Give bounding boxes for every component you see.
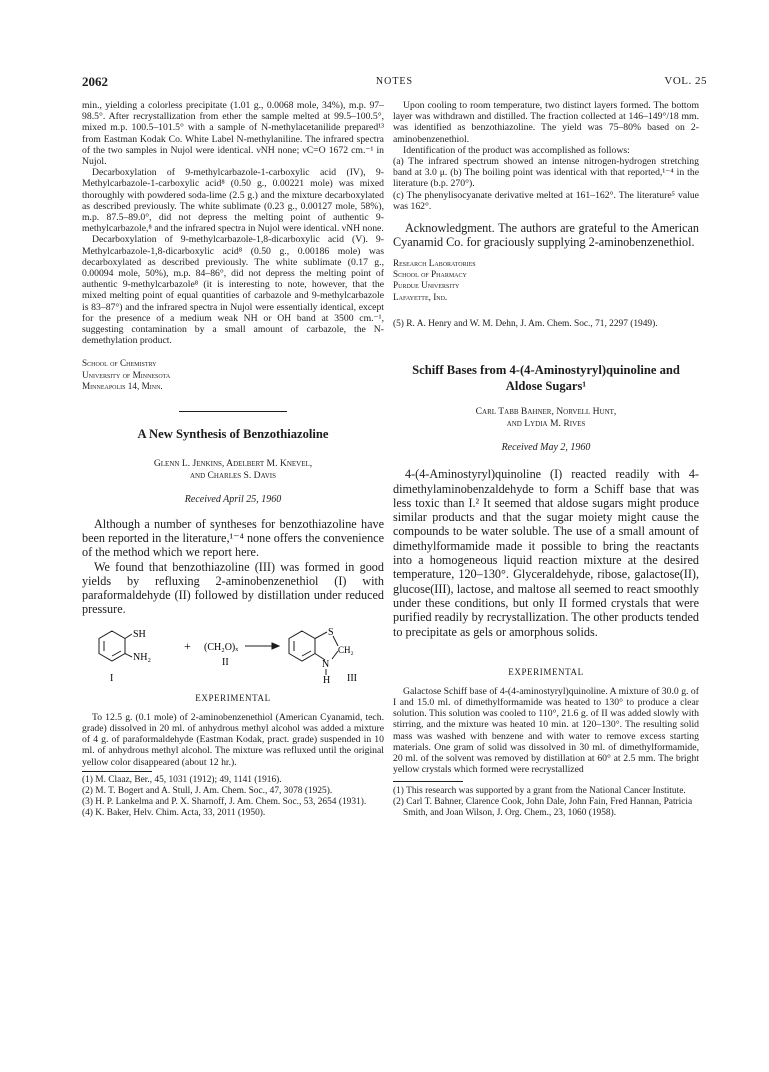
volume-number: VOL. 25 (664, 75, 707, 87)
plus-sign: + (184, 638, 191, 653)
address-line: Research Laboratories (393, 257, 476, 268)
compound-label-ii: II (222, 656, 229, 668)
address-line: University of Minnesota (82, 369, 171, 380)
address-line: Lafayette, Ind. (393, 291, 448, 302)
right-column (393, 100, 699, 819)
footnote: (1) This research was supported by a grant from the National Cancer Institute. (393, 786, 686, 797)
experimental-paragraph: Galactose Schiff base of 4-(4-aminostyryl)quinoline. A mixture of 30.0 g. of I and 15.0 ml. of dimethylformamide was heated to 130° to produce a clear solution. This solution was cooled to 110°, 21.6 g. of II was added slowly with stirring, and the mixture was heated 10 min. at 120–130°. The resulting solid mass was washed with benzene and with water to remove excess starting materials. One gram of solid was dissolved in 30 ml. of dimethylformamide, 20 ml. of the solvent was removed by distillation at 60° at 2.5 mm. The bright yellow crystals which formed were recrystallized (393, 685, 699, 776)
reaction-scheme (82, 623, 384, 685)
experimental-heading: EXPERIMENTAL (508, 666, 584, 677)
address-line: School of Chemistry (82, 358, 157, 369)
footnote: (3) H. P. Lankelma and P. X. Sharnoff, J. Am. Chem. Soc., 53, 2654 (1931). (82, 796, 367, 807)
identification-item: (a) The infrared spectrum showed an intense nitrogen-hydrogen stretching band at 3.0 μ. (b) The boiling point was identical with that reported,¹⁻⁴ in the literature (b.p. 270°). (393, 156, 699, 190)
body-paragraph: Although a number of syntheses for benzothiazoline have been reported in the literature,¹⁻⁴ none offers the convenience of the method which we report here. (82, 516, 384, 560)
compound-label-iii: III (347, 672, 357, 684)
footnote: (2) Carl T. Bahner, Clarence Cook, John Dale, John Fain, Fred Hannan, Patricia Smith, and Joan Wilson, J. Org. Chem., 23, 1060 (1958). (393, 797, 693, 819)
ch2-group-label: CH₂ (338, 644, 354, 655)
reaction-scheme-graphic (82, 623, 384, 685)
address-line: School of Pharmacy (393, 269, 467, 280)
author-line: and Charles S. Davis (189, 469, 277, 481)
sulfur-atom-label: S (328, 626, 334, 638)
section-name: NOTES (375, 76, 414, 87)
experimental-paragraph: To 12.5 g. (0.1 mole) of 2-aminobenzenethiol (American Cyanamid, tech. grade) dissolved in 20 ml. of anhydrous methyl alcohol was added a mixture of 4 g. of paraformaldehyde (Eastman Kodak, pract. grade) suspended in 10 ml. of anhydrous methyl alcohol. The mixture was refluxed until the original yellow color disappeared (about 12 hr.). (82, 711, 384, 768)
author-line: and Lydia M. Rives (506, 418, 586, 430)
address-line: Purdue University (393, 280, 460, 291)
experimental-heading: EXPERIMENTAL (195, 692, 271, 703)
received-date: Received April 25, 1960 (184, 493, 282, 505)
body-paragraph: We found that benzothiazoline (III) was formed in good yields by refluxing 2-aminobenzenethiol (I) with paraformaldehyde (II) followed by distillation under reduced pressure. (82, 559, 384, 617)
identification-item: (c) The phenylisocyanate derivative melted at 161–162°. The literature⁵ value was 162°. (393, 189, 699, 212)
sh-group-label: SH (133, 628, 146, 640)
footnote: (5) R. A. Henry and W. M. Dehn, J. Am. Chem. Soc., 71, 2297 (1949). (393, 319, 658, 330)
left-column (82, 100, 384, 819)
benzene-ring-icon (99, 631, 132, 661)
decarboxylation-v-paragraph: Decarboxylation of 9-methylcarbazole-1,8-dicarboxylic acid (V). 9-Methylcarbazole-1,8-dicarboxylic acid⁸ (0.50 g., 0.00186 mole) was decarboxylated as described previously. The white sublimate (0.17 g., 0.00094 mole, 50%), m.p. 84–86°, did not depress the melting point of authentic 9-methylcarbazole⁸ (it is interesting to note, however, that the mixed melting point of equal quantities of carbazole and 9-methylcarbazole is 83–87°) and the infrared spectra in Nujol were essentially identical, except for the presence of a medium weak NH or OH band at 3500 cm.⁻¹, suggesting contamination by a small amount of carbazole, the N-demethylation product. (82, 234, 384, 347)
article-title: Schiff Bases from 4-(4-Aminostyryl)quinoline and Aldose Sugars¹ (412, 363, 680, 394)
received-date: Received May 2, 1960 (501, 442, 591, 454)
acknowledgment-paragraph: Acknowledgment. The authors are grateful to the American Cyanamid Co. for graciously supplying 2-aminobenzenethiol. (393, 221, 699, 250)
reaction-arrow-icon (245, 643, 279, 649)
author-line: Glenn L. Jenkins, Adelbert M. Knevel, (153, 457, 313, 469)
author-line: Carl Tabb Bahner, Norvell Hunt, (475, 406, 617, 418)
hydrogen-atom-label: H (323, 674, 331, 685)
footnote: (1) M. Claaz, Ber., 45, 1031 (1912); 49, 1141 (1916). (82, 774, 282, 785)
nitrogen-atom-label: N (322, 658, 330, 670)
continued-paragraph: min., yielding a colorless precipitate (1.01 g., 0.0068 mole, 34%), m.p. 97–98.5°. After recrystallization from ether the sample melted at 99.5–100.5°, mixed m.p. 100.5–101.5° with a sample of N-methylacetanilide prepared¹³ from Eastman Kodak Co. White Label N-methylaniline. The infrared spectra of the two samples in Nujol were identical. νNH none; νC=O 1672 cm.⁻¹ in Nujol. (82, 100, 384, 168)
footnote: (2) M. T. Bogert and A. Stull, J. Am. Chem. Soc., 47, 3078 (1925). (82, 785, 333, 796)
body-paragraph: 4-(4-Aminostyryl)quinoline (I) reacted readily with 4-dimethylaminobenzaldehyde to form a Schiff base that was less toxic than I.² It seemed that aldose sugars might produce similar products and that the sugar moiety might cause the compounds to be water soluble. The use of a small amount of dimethylformamide made it possible to bring the reactants into a homogeneous liquid reaction mixture at the desired temperature, 120–130°. Glyceraldehyde, ribose, galactose(II), glucose(III), lactose, and maltose all seemed to react smoothly under these conditions, but only II formed crystals that were purified readily by recrystallization. The other products tended to precipitate as gels or amorphous solids. (393, 467, 699, 639)
footnote: (4) K. Baker, Helv. Chim. Acta, 33, 2011 (1950). (82, 807, 266, 818)
identification-paragraph: Identification of the product was accomplished as follows: (403, 144, 630, 156)
continued-paragraph: Upon cooling to room temperature, two distinct layers formed. The bottom layer was withdrawn and distilled. The fraction collected at 146–149°/18 mm. was identified as benzothiazoline. The yield was 75–80% based on 2-aminobenzenethiol. (393, 100, 699, 145)
compound-label-i: I (110, 672, 114, 684)
running-header (82, 74, 707, 94)
nh2-group-label: NH₂ (133, 651, 151, 663)
reagent-formula: (CH₂O)ₓ (204, 641, 239, 653)
decarboxylation-iv-paragraph: Decarboxylation of 9-methylcarbazole-1-carboxylic acid (IV), 9-Methylcarbazole-1-carboxylic acid⁸ (0.50 g., 0.00221 mole) was mixed thoroughly with powdered soda-lime (2.5 g.) and the mixture decarboxylated as described previously. The white sublimate (0.23 g., 0.00127 mole, 58%), m.p. 87.5–89.0°, did not depress the melting point of authentic 9-methylcarbazole,⁸ and the infrared spectra in Nujol were identical. νNH none. (82, 167, 384, 235)
page-number: 2062 (82, 74, 108, 89)
article-title: A New Synthesis of Benzothiazoline (137, 426, 329, 441)
address-line: Minneapolis 14, Minn. (82, 381, 163, 392)
